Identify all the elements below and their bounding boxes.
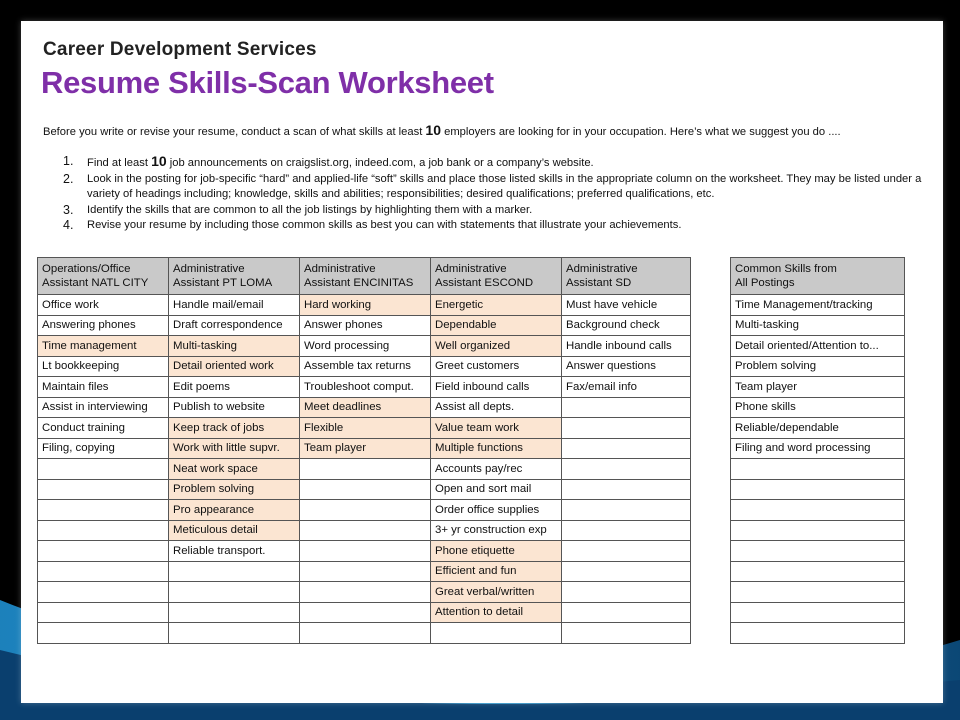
skill-cell: Work with little supvr. [169, 438, 300, 459]
skill-cell [38, 500, 169, 521]
skill-cell [562, 438, 691, 459]
common-skill-cell [731, 500, 905, 521]
intro-text-after: employers are looking for in your occupation. Here’s what we suggest you do .... [441, 126, 841, 138]
skill-cell: Background check [562, 315, 691, 336]
step-text: Look in the posting for job-specific “hard” and applied-life “soft” skills and place those listed skills in the appropriate column on the worksheet. They may be listed under a variety of headings including; knowledge, skills and abilities; responsibilities; desired qualifications; preferred qualifications, etc. [87, 172, 922, 200]
skill-cell: Office work [38, 295, 169, 316]
worksheet-title: Resume Skills-Scan Worksheet [41, 65, 494, 100]
skill-cell [169, 602, 300, 623]
skill-cell: Fax/email info [562, 377, 691, 398]
table-row [38, 315, 691, 336]
skill-cell [562, 541, 691, 562]
table-row [731, 561, 905, 582]
table-row [38, 602, 691, 623]
table-row [731, 541, 905, 562]
step-text-after: job announcements on craigslist.org, indeed.com, a job bank or a company’s website. [166, 157, 594, 169]
skill-cell: Meticulous detail [169, 520, 300, 541]
skill-cell [300, 602, 431, 623]
instruction-steps [43, 154, 923, 234]
skill-cell [300, 479, 431, 500]
table-row [731, 397, 905, 418]
skill-cell [300, 520, 431, 541]
skill-cell: Neat work space [169, 459, 300, 480]
skill-cell: Time management [38, 336, 169, 357]
common-skill-cell: Filing and word processing [731, 438, 905, 459]
skill-cell: Efficient and fun [431, 561, 562, 582]
skill-cell: Greet customers [431, 356, 562, 377]
skill-cell: Energetic [431, 295, 562, 316]
common-skill-cell: Multi-tasking [731, 315, 905, 336]
skill-cell [562, 602, 691, 623]
skill-cell: Lt bookkeeping [38, 356, 169, 377]
skill-cell [562, 582, 691, 603]
skill-cell: Troubleshoot comput. [300, 377, 431, 398]
skill-cell: Answer questions [562, 356, 691, 377]
skill-cell [300, 541, 431, 562]
common-skill-cell [731, 541, 905, 562]
column-header: Common Skills from All Postings [731, 258, 905, 295]
table-row [38, 520, 691, 541]
table-row [38, 295, 691, 316]
step-text: Find at least [87, 157, 152, 169]
skill-cell: Handle inbound calls [562, 336, 691, 357]
skill-cell [562, 561, 691, 582]
skill-cell [300, 561, 431, 582]
column-header: Operations/Office Assistant NATL CITY [38, 258, 169, 295]
common-skill-cell: Time Management/tracking [731, 295, 905, 316]
table-row [38, 623, 691, 644]
skill-cell [169, 623, 300, 644]
table-row [731, 336, 905, 357]
common-skill-cell [731, 602, 905, 623]
skill-cell [431, 623, 562, 644]
skill-cell [300, 623, 431, 644]
skill-cell: Problem solving [169, 479, 300, 500]
skill-cell: Reliable transport. [169, 541, 300, 562]
common-skill-cell: Detail oriented/Attention to... [731, 336, 905, 357]
intro-number: 10 [425, 122, 441, 138]
table-row [731, 623, 905, 644]
step-number: 4. [63, 218, 74, 232]
table-row [38, 418, 691, 439]
skill-cell [300, 459, 431, 480]
table-row [38, 356, 691, 377]
skill-cell: Well organized [431, 336, 562, 357]
skill-cell: Multi-tasking [169, 336, 300, 357]
table-header-row [731, 258, 905, 295]
table-row [38, 397, 691, 418]
column-header: Administrative Assistant SD [562, 258, 691, 295]
skill-cell: Value team work [431, 418, 562, 439]
skill-cell: Publish to website [169, 397, 300, 418]
skill-cell: Assist all depts. [431, 397, 562, 418]
skill-cell: Draft correspondence [169, 315, 300, 336]
step-number: 3. [63, 202, 74, 217]
skill-cell: Maintain files [38, 377, 169, 398]
column-header: Administrative Assistant ENCINITAS [300, 258, 431, 295]
worksheet-page [21, 21, 943, 703]
skill-cell: Assemble tax returns [300, 356, 431, 377]
skill-cell: Conduct training [38, 418, 169, 439]
table-row [38, 438, 691, 459]
common-skills-table [730, 257, 905, 644]
table-row [731, 479, 905, 500]
step-number: 2. [63, 171, 74, 186]
table-row [38, 377, 691, 398]
step-number: 1. [63, 154, 74, 168]
step-item [43, 154, 923, 172]
common-skill-cell: Team player [731, 377, 905, 398]
skill-cell [38, 479, 169, 500]
skill-cell [38, 602, 169, 623]
table-row [731, 438, 905, 459]
step-text: Identify the skills that are common to all the job listings by highlighting them with a marker. [87, 203, 533, 216]
skill-cell: Open and sort mail [431, 479, 562, 500]
table-row [731, 295, 905, 316]
step-item [43, 218, 923, 234]
job-postings-table [37, 257, 691, 644]
skill-cell: Edit poems [169, 377, 300, 398]
table-row [38, 582, 691, 603]
table-row [731, 356, 905, 377]
column-header: Administrative Assistant PT LOMA [169, 258, 300, 295]
table-row [731, 377, 905, 398]
common-skill-cell: Reliable/dependable [731, 418, 905, 439]
step-text: Revise your resume by including those common skills as best you can with statements that illustrate your achievements. [87, 219, 682, 231]
skill-cell: Answer phones [300, 315, 431, 336]
skill-cell: Team player [300, 438, 431, 459]
table-row [731, 582, 905, 603]
skill-cell: Pro appearance [169, 500, 300, 521]
table-row [38, 541, 691, 562]
organization-name: Career Development Services [43, 39, 317, 60]
table-row [731, 418, 905, 439]
skill-cell: Detail oriented work [169, 356, 300, 377]
skill-cell: Keep track of jobs [169, 418, 300, 439]
table-header-row [38, 258, 691, 295]
skill-cell: Answering phones [38, 315, 169, 336]
skill-cell [38, 520, 169, 541]
skill-cell [38, 623, 169, 644]
table-row [38, 479, 691, 500]
skill-cell: Dependable [431, 315, 562, 336]
skill-cell [562, 623, 691, 644]
skill-cell: Accounts pay/rec [431, 459, 562, 480]
step-item [43, 172, 923, 203]
skill-cell [38, 541, 169, 562]
table-row [38, 500, 691, 521]
skill-cell: Phone etiquette [431, 541, 562, 562]
common-skill-cell: Problem solving [731, 356, 905, 377]
skill-cell: 3+ yr construction exp [431, 520, 562, 541]
common-skill-cell [731, 459, 905, 480]
skill-cell [562, 418, 691, 439]
common-skill-cell [731, 520, 905, 541]
skill-cell: Multiple functions [431, 438, 562, 459]
skill-cell [300, 500, 431, 521]
skill-cell [300, 582, 431, 603]
skill-cell [562, 459, 691, 480]
skill-cell: Filing, copying [38, 438, 169, 459]
table-row [38, 561, 691, 582]
step-number-emphasis: 10 [151, 153, 167, 169]
common-skill-cell [731, 561, 905, 582]
skill-cell: Attention to detail [431, 602, 562, 623]
skill-cell: Word processing [300, 336, 431, 357]
skill-cell: Flexible [300, 418, 431, 439]
common-skill-cell [731, 623, 905, 644]
skill-cell [562, 520, 691, 541]
common-skill-cell [731, 479, 905, 500]
skill-cell [562, 479, 691, 500]
common-skill-cell: Phone skills [731, 397, 905, 418]
table-row [731, 459, 905, 480]
skill-cell: Assist in interviewing [38, 397, 169, 418]
skill-cell [38, 459, 169, 480]
table-row [731, 500, 905, 521]
skill-cell: Must have vehicle [562, 295, 691, 316]
column-header: Administrative Assistant ESCOND [431, 258, 562, 295]
step-item [43, 203, 923, 219]
table-row [38, 459, 691, 480]
skill-cell [38, 561, 169, 582]
skill-cell: Great verbal/written [431, 582, 562, 603]
table-row [38, 336, 691, 357]
table-row [731, 602, 905, 623]
skill-cell [562, 397, 691, 418]
intro-text-before: Before you write or revise your resume, conduct a scan of what skills at least [43, 126, 426, 138]
skill-cell [169, 582, 300, 603]
skill-cell [562, 500, 691, 521]
intro-paragraph [43, 122, 923, 138]
table-row [731, 520, 905, 541]
skill-cell: Hard working [300, 295, 431, 316]
table-row [731, 315, 905, 336]
skill-cell [38, 582, 169, 603]
skill-cell: Handle mail/email [169, 295, 300, 316]
common-skill-cell [731, 582, 905, 603]
skill-cell: Field inbound calls [431, 377, 562, 398]
skill-cell [169, 561, 300, 582]
skill-cell: Order office supplies [431, 500, 562, 521]
skill-cell: Meet deadlines [300, 397, 431, 418]
